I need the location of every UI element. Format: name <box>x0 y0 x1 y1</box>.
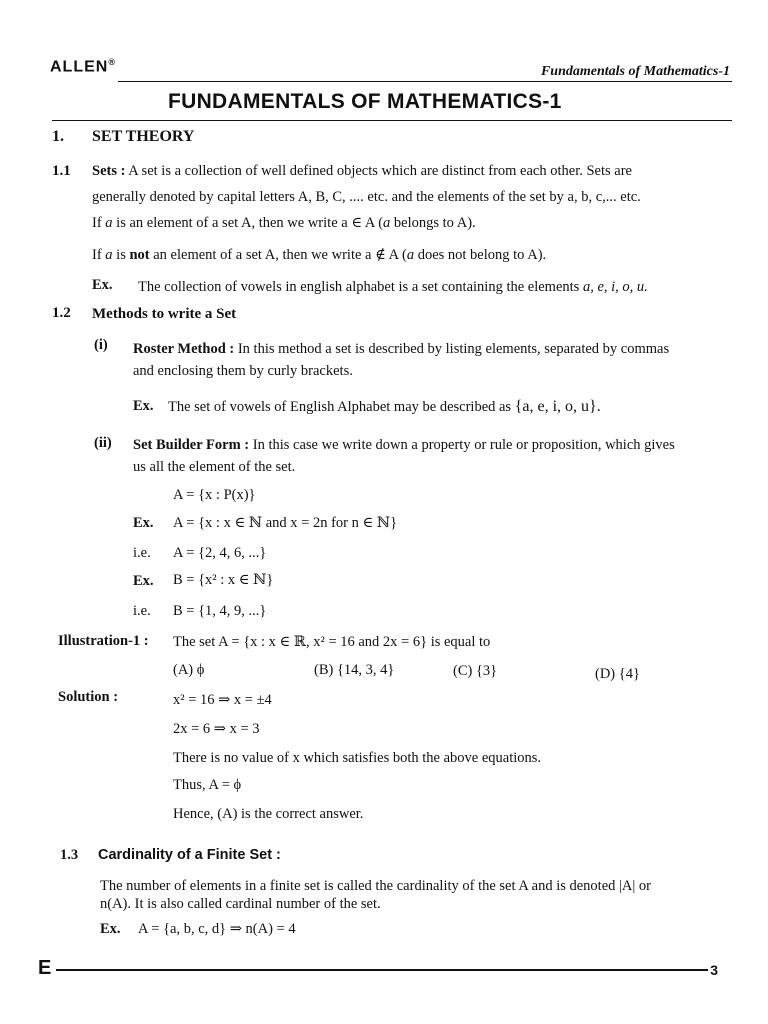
set-builder-ex2-label: Ex. <box>133 573 154 589</box>
roster-example: The set of vowels of English Alphabet may be described as {a, e, i, o, u}. <box>168 398 601 415</box>
sub-1-1-line4: If a is not an element of a set A, then we write a ∉ A (a does not belong to A). <box>92 247 547 263</box>
method-i-label: (i) <box>94 337 108 353</box>
option-d: (D) {4} <box>595 666 640 682</box>
illustration-label: Illustration-1 : <box>58 633 149 649</box>
header-rule <box>118 81 732 82</box>
sub-1-3-number: 1.3 <box>60 847 79 863</box>
footer-rule <box>56 969 708 971</box>
page-number: 3 <box>710 962 718 978</box>
page-title: FUNDAMENTALS OF MATHEMATICS-1 <box>168 90 562 113</box>
option-c: (C) {3} <box>453 663 498 679</box>
set-builder-form: A = {x : P(x)} <box>173 487 256 503</box>
sub-1-2-title: Methods to write a Set <box>92 306 237 322</box>
set-builder-ie1-label: i.e. <box>133 545 151 561</box>
option-b: (B) {14, 3, 4} <box>314 662 395 678</box>
option-a: (A) ϕ <box>173 662 205 678</box>
roster-method-line2: and enclosing them by curly brackets. <box>133 363 353 379</box>
set-builder-ie2-label: i.e. <box>133 603 151 619</box>
method-ii-label: (ii) <box>94 435 112 451</box>
set-builder-ex1: A = {x : x ∈ ℕ and x = 2n for n ∈ ℕ} <box>173 515 398 531</box>
sub-1-3-ex-label: Ex. <box>100 921 121 937</box>
sub-1-2-number: 1.2 <box>52 305 71 321</box>
sub-1-1-line3: If a is an element of a set A, then we write a ∈ A (a belongs to A). <box>92 215 476 231</box>
sub-1-1-number: 1.1 <box>52 163 71 179</box>
running-title: Fundamentals of Mathematics-1 <box>540 64 730 79</box>
solution-step-3: There is no value of x which satisfies both the above equations. <box>173 750 542 766</box>
set-builder-line1: Set Builder Form : In this case we write down a property or rule or proposition, which gives <box>133 437 675 453</box>
solution-label: Solution : <box>58 689 119 705</box>
solution-step-4: Thus, A = ϕ <box>173 777 242 793</box>
allen-logo: ALLEN® <box>50 57 116 76</box>
set-builder-ie1: A = {2, 4, 6, ...} <box>173 545 267 561</box>
section-1-number: 1. <box>52 128 64 145</box>
sub-1-1-ex-label: Ex. <box>92 277 113 293</box>
set-builder-ie2: B = {1, 4, 9, ...} <box>173 603 267 619</box>
illustration-question: The set A = {x : x ∈ ℝ, x² = 16 and 2x = 6} is equal to <box>173 634 491 650</box>
sub-1-1-example: The collection of vowels in english alphabet is a set containing the elements a, e, i, o, u. <box>138 279 648 295</box>
binding-edge-print <box>22 720 36 950</box>
sub-1-1-line1: Sets : A set is a collection of well defined objects which are distinct from each other. Sets are <box>92 163 632 179</box>
sub-1-3-line2: n(A). It is also called cardinal number of the set. <box>100 896 381 912</box>
sub-1-3-line1: The number of elements in a finite set is called the cardinality of the set A and is denoted |A| or <box>100 878 652 894</box>
solution-step-5: Hence, (A) is the correct answer. <box>173 806 364 822</box>
sub-1-3-example: A = {a, b, c, d} ⇒ n(A) = 4 <box>138 921 296 937</box>
sub-1-1-line2: generally denoted by capital letters A, B, C, .... etc. and the elements of the set by a, b, c,... etc. <box>92 189 641 205</box>
roster-method-line1: Roster Method : In this method a set is described by listing elements, separated by commas <box>133 341 670 357</box>
solution-step-1: x² = 16 ⇒ x = ±4 <box>173 692 272 708</box>
sub-1-3-title: Cardinality of a Finite Set : <box>98 847 281 863</box>
roster-ex-label: Ex. <box>133 398 154 414</box>
set-builder-ex1-label: Ex. <box>133 515 154 531</box>
set-builder-ex2: B = {x² : x ∈ ℕ} <box>173 572 274 588</box>
footer-mark: E <box>38 957 52 979</box>
set-builder-line2: us all the element of the set. <box>133 459 296 475</box>
solution-step-2: 2x = 6 ⇒ x = 3 <box>173 721 260 737</box>
section-1-title: SET THEORY <box>92 128 195 145</box>
title-rule <box>52 120 732 121</box>
